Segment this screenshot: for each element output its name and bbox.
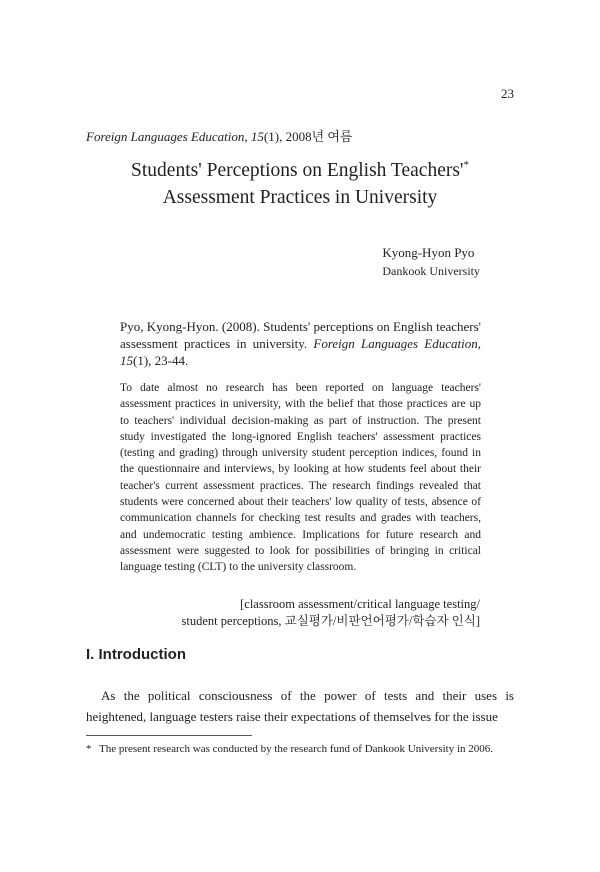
page-number: 23 xyxy=(501,86,514,101)
paper-title xyxy=(0,152,600,211)
journal-volume: 15 xyxy=(250,129,264,144)
footnote-text: The present research was conducted by the research fund of Dankook University in 2006. xyxy=(99,743,494,755)
author-block xyxy=(382,244,480,280)
journal-issue: (1), 2008년 여름 xyxy=(263,129,353,144)
footnote xyxy=(86,742,514,757)
footnote-mark: * xyxy=(86,743,92,755)
footnote-divider xyxy=(86,735,252,736)
body-paragraph: As the political consciousness of the power of tests and their uses is heightened, language testers raise their expectations of themselves for the issue xyxy=(86,688,514,724)
journal-header xyxy=(86,126,353,145)
title-line-1: Students' Perceptions on English Teachers' xyxy=(131,160,464,181)
citation-lead: Pyo, Kyong-Hyon. (2008). Students' perceptions on English teachers' assessment practices in university. xyxy=(120,319,481,352)
abstract: To date almost no research has been reported on language teachers' assessment practices in university, with the belief that those practices are up to teachers' individual decision-making as part of instruction. The present study investigated the long-ignored English teachers' assessment practices (testing and grading) through university student perception indices, found in the questionnaire and interviews, by looking at how students feel about their teacher's current assessment practices. The research findings revealed that students were concerned about their teachers' low quality of tests, absence of communication channels for checking test results and grades with teachers, and undemocratic testing ambience. Implications for future research and assessment were suggested to look for possibilities of bringing in critical language testing (CLT) to the university classroom. xyxy=(120,382,481,574)
author-affiliation: Dankook University xyxy=(382,264,480,278)
keywords-line-1: [classroom assessment/critical language testing/ xyxy=(240,597,480,611)
section-heading: I. Introduction xyxy=(86,646,186,663)
author-name: Kyong-Hyon Pyo xyxy=(382,245,475,260)
keywords-line-2: student perceptions, 교실평가/비판언어평가/학습자 인식] xyxy=(181,614,480,628)
citation-journal: Foreign Languages Education, 15 xyxy=(120,336,481,369)
keywords xyxy=(119,596,480,630)
journal-name: Foreign Languages Education, xyxy=(86,129,248,144)
citation-tail: (1), 23-44. xyxy=(133,353,189,369)
title-line-2: Assessment Practices in University xyxy=(162,187,438,208)
citation xyxy=(120,318,481,370)
title-footnote-mark: * xyxy=(463,159,469,171)
